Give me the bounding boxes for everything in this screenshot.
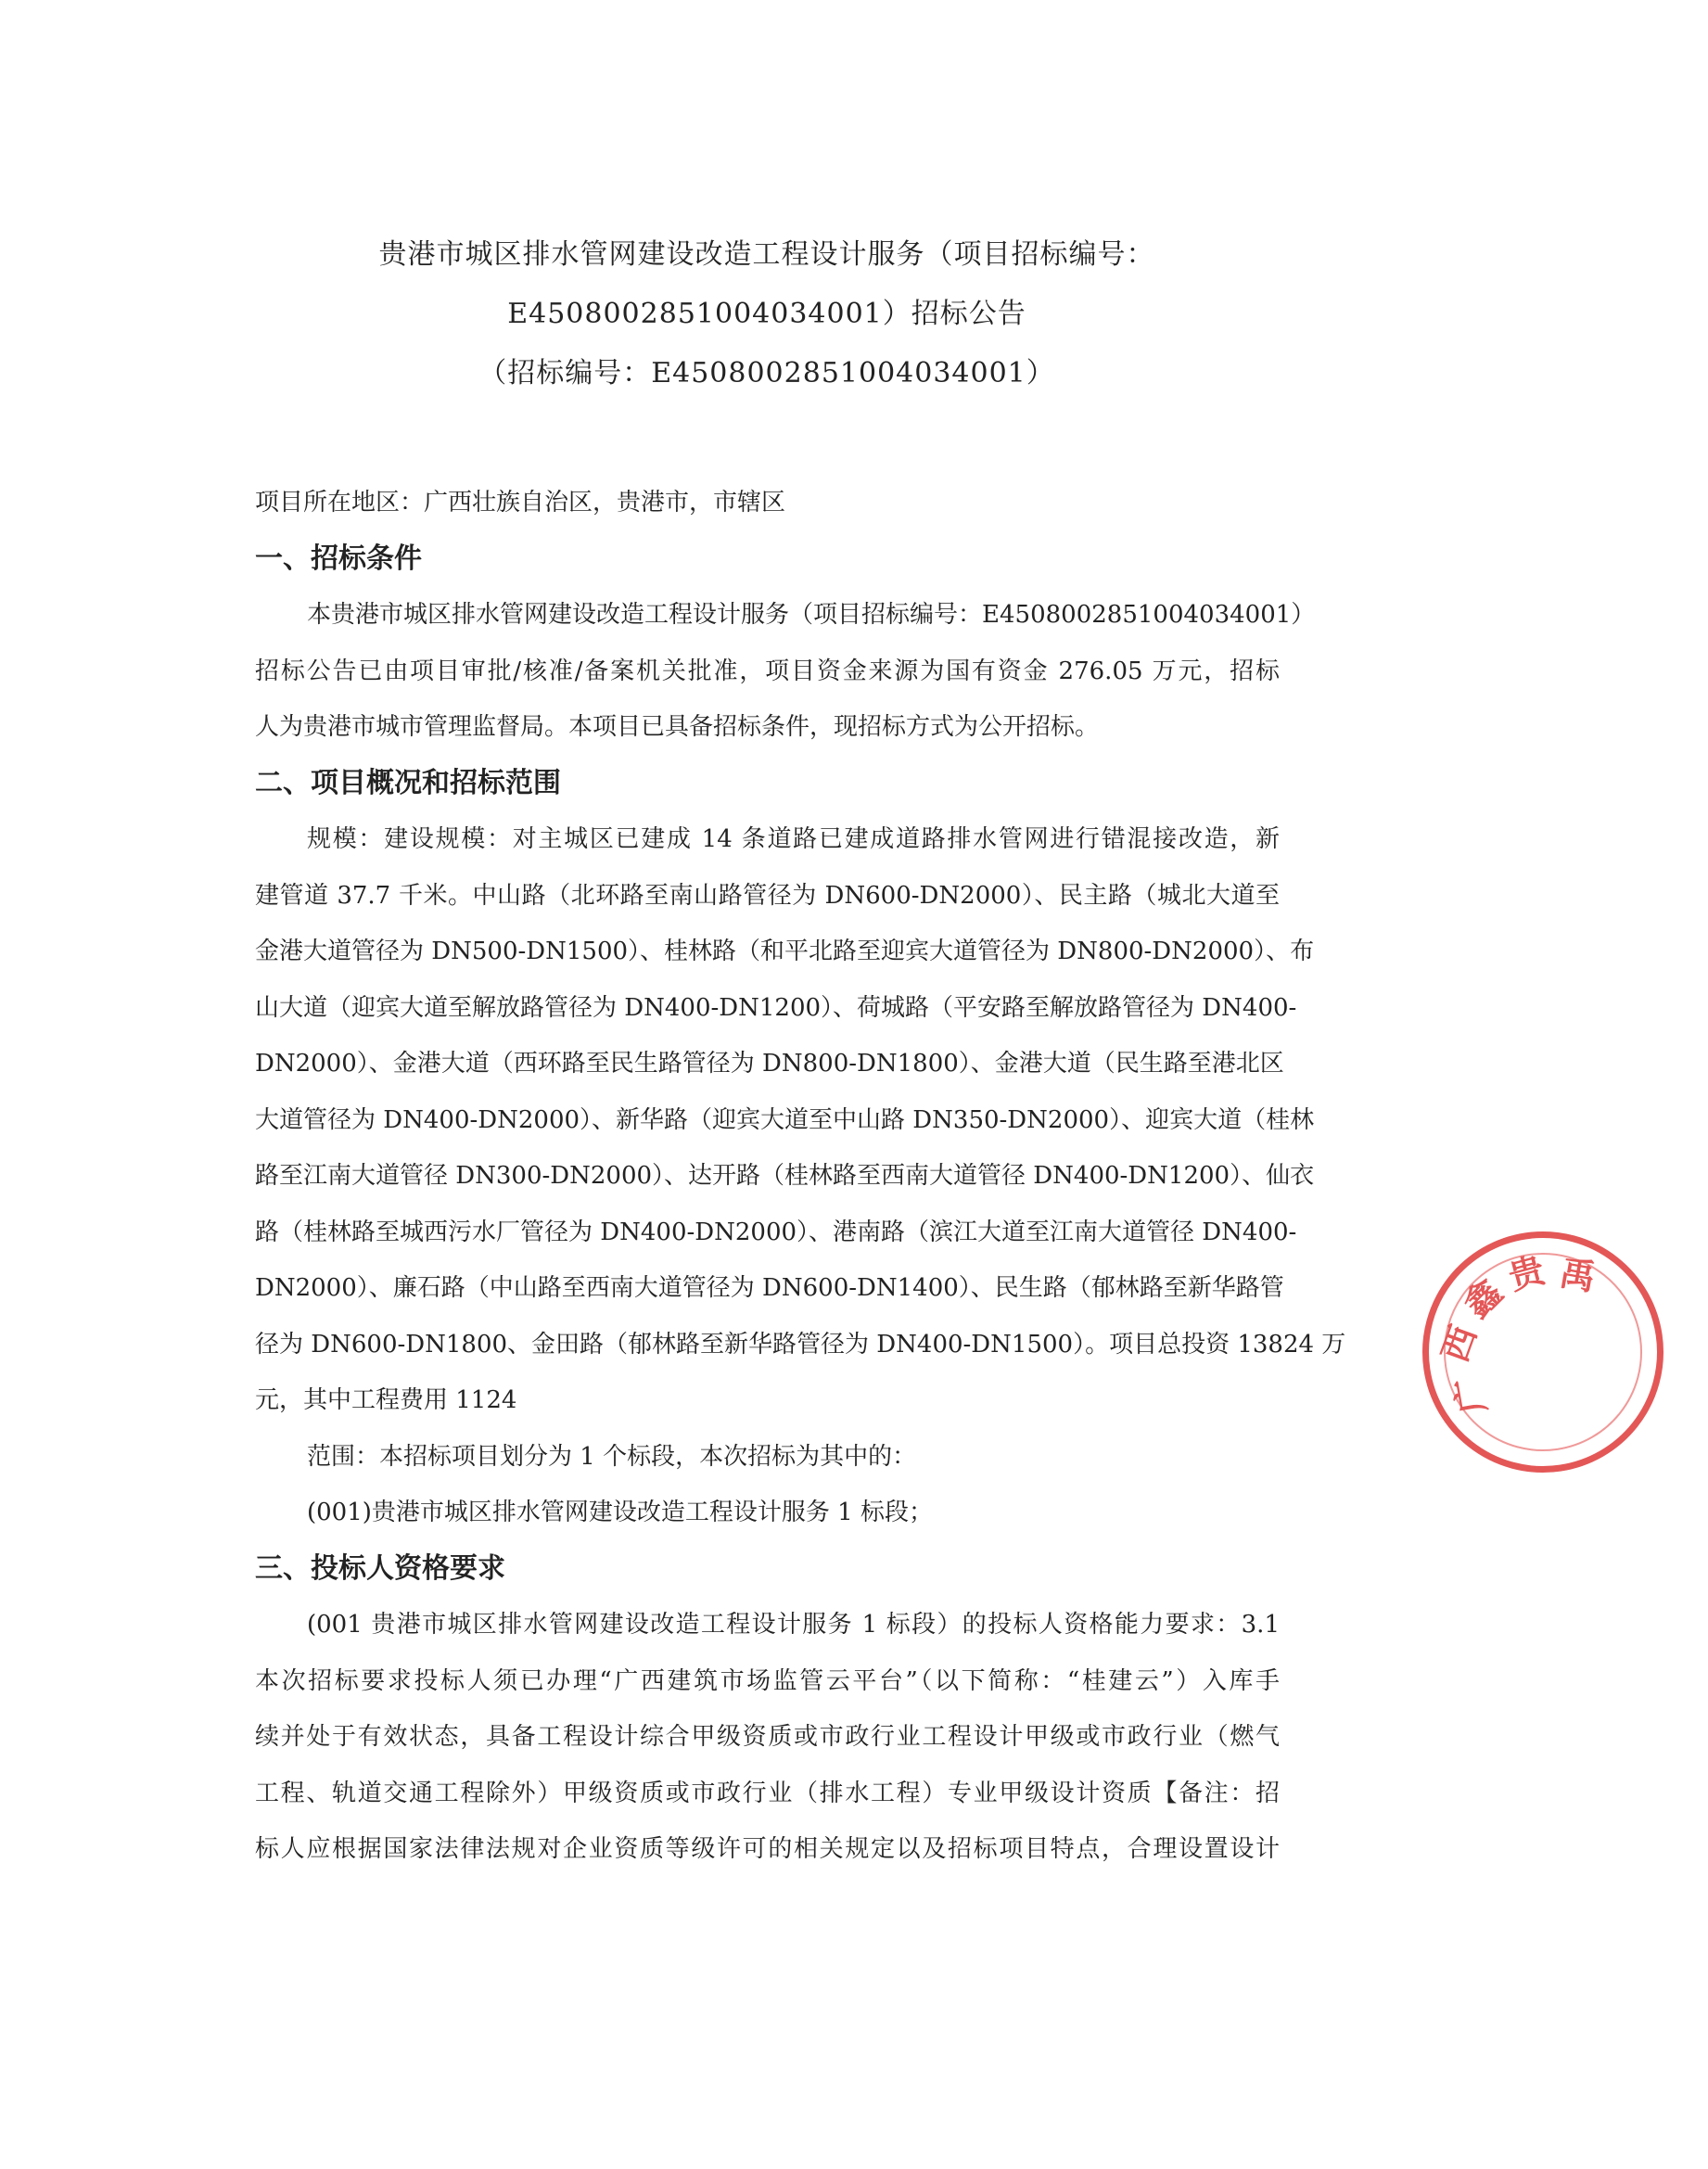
scope-line: 范围：本招标项目划分为 1 个标段，本次招标为其中的： <box>307 1442 917 1471</box>
paragraph-line: DN2000）、廉石路（中山路至西南大道管径为 DN600-DN1400）、民生路（郁林路至新华路管 <box>255 1274 1284 1302</box>
paragraph-line: 大道管径为 DN400-DN2000）、新华路（迎宾大道至中山路 DN350-DN2000）、迎宾大道（桂林 <box>255 1105 1315 1134</box>
paragraph-line: 招标公告已由项目审批/核准/备案机关批准，项目资金来源为国有资金 276.05 万元，招标 <box>255 657 1280 685</box>
seal-char: 广 <box>1447 1374 1495 1417</box>
seal-char: 西 <box>1434 1320 1485 1368</box>
paragraph-line: 径为 DN600-DN1800、金田路（郁林路至新华路管径为 DN400-DN1500）。项目总投资 13824 万 <box>255 1330 1346 1359</box>
paragraph-line: 本次招标要求投标人须已办理“广西建筑市场监管云平台”（以下简称：“桂建云”）入库手 <box>255 1666 1280 1695</box>
paragraph-line: 金港大道管径为 DN500-DN1500）、桂林路（和平北路至迎宾大道管径为 DN800-DN2000）、布 <box>255 938 1315 965</box>
paragraph-line: 本贵港市城区排水管网建设改造工程设计服务（项目招标编号：E4508002851004034001） <box>307 601 1316 629</box>
seal-char: 禹 <box>1556 1252 1600 1299</box>
section-heading-2: 二、项目概况和招标范围 <box>255 766 561 799</box>
section-heading-3: 三、投标人资格要求 <box>255 1551 505 1585</box>
paragraph-line: 元，其中工程费用 1124 <box>255 1386 517 1414</box>
paragraph-line: 建管道 37.7 千米。中山路（北环路至南山路管径为 DN600-DN2000）、民主路（城北大道至 <box>255 881 1280 910</box>
location-line: 项目所在地区：广西壮族自治区，贵港市，市辖区 <box>255 489 786 517</box>
paragraph-line: 路（桂林路至城西污水厂管径为 DN400-DN2000）、港南路（滨江大道至江南大道管径 DN400- <box>255 1218 1297 1246</box>
title-line-1: 贵港市城区排水管网建设改造工程设计服务（项目招标编号： <box>378 238 1155 271</box>
document-body <box>255 475 1346 1878</box>
seal-char: 贵 <box>1504 1249 1549 1298</box>
title-line-2: E4508002851004034001）招标公告 <box>507 298 1026 330</box>
title-line-3: （招标编号：E4508002851004034001） <box>478 357 1055 389</box>
scope-line: (001)贵港市城区排水管网建设改造工程设计服务 1 标段； <box>307 1499 933 1526</box>
paragraph-line: 规模：建设规模：对主城区已建成 14 条道路已建成道路排水管网进行错混接改造，新 <box>307 825 1280 853</box>
section-heading-1: 一、招标条件 <box>255 542 422 575</box>
company-seal <box>1378 1187 1707 1516</box>
paragraph-line: 续并处于有效状态，具备工程设计综合甲级资质或市政行业工程设计甲级或市政行业（燃气 <box>255 1723 1280 1751</box>
paragraph-line: 标人应根据国家法律法规对企业资质等级许可的相关规定以及招标项目特点，合理设置设计 <box>255 1835 1280 1863</box>
seal-char: 鑫 <box>1456 1271 1510 1326</box>
paragraph-line: DN2000）、金港大道（西环路至民生路管径为 DN800-DN1800）、金港大道（民生路至港北区 <box>255 1050 1284 1078</box>
paragraph-line: 人为贵港市城市管理监督局。本项目已具备招标条件，现招标方式为公开招标。 <box>255 713 1100 741</box>
paragraph-line: 路至江南大道管径 DN300-DN2000）、达开路（桂林路至西南大道管径 DN400-DN1200）、仙衣 <box>255 1162 1315 1190</box>
paragraph-line: 山大道（迎宾大道至解放路管径为 DN400-DN1200）、荷城路（平安路至解放路管径为 DN400- <box>255 993 1297 1022</box>
paragraph-line: 工程、轨道交通工程除外）甲级资质或市政行业（排水工程）专业甲级设计资质【备注：招 <box>255 1779 1280 1807</box>
document-title <box>278 225 1256 403</box>
paragraph-line: (001 贵港市城区排水管网建设改造工程设计服务 1 标段）的投标人资格能力要求：3.1 <box>307 1611 1280 1639</box>
